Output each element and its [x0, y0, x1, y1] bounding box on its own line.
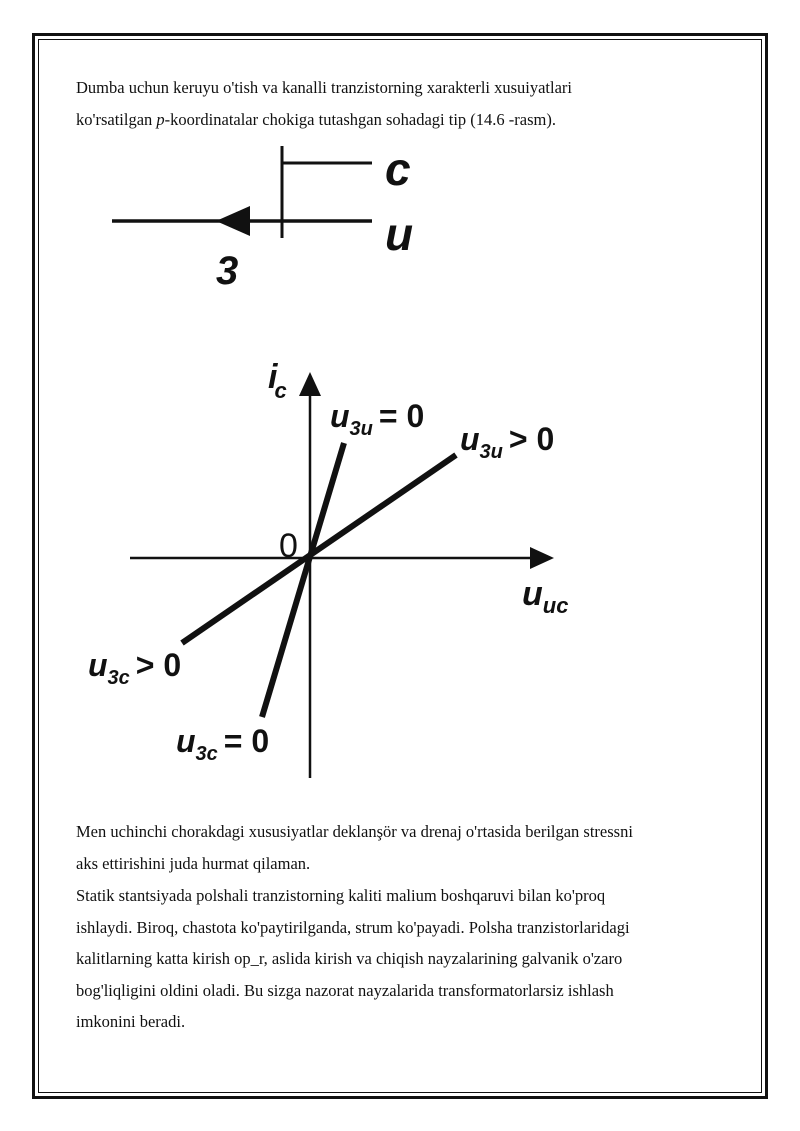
body-paragraph-1: [76, 816, 726, 879]
body-paragraph-2: [76, 880, 726, 1038]
intro-line-2-end: -koordinatalar chokiga tutashgan sohadagi tip (14.6 -rasm).: [164, 109, 556, 129]
label-shallow-lower: $u_{3c} > 0$: [88, 647, 182, 689]
characteristic-line-positive-bias: [182, 455, 456, 643]
intro-line-1: Dumba uchun keruyu o'tish va kanalli tranzistorning xarakterli xusuiyatlari: [76, 78, 573, 97]
body-p3-line-4: bog'liqligini oldini oladi. Bu sizga nazorat nayzalarida transformatorlarsiz ishlash: [76, 980, 614, 1000]
x-axis-arrow-icon: [530, 547, 554, 569]
terminal-label-3: 3: [216, 249, 239, 293]
origin-label: 0: [279, 527, 298, 565]
intro-line-2-start: ko'rsatilgan: [76, 109, 157, 129]
body-p3-line-3: kalitlarning katta kirish op_r, aslida kirish va chiqish nayzalarining galvanik o'zaro: [76, 949, 623, 968]
body-p2-line-1: Men uchinchi chorakdagi xususiyatlar deklanşör va drenaj o'rtasida berilgan stressni: [76, 822, 633, 841]
y-axis-arrow-icon: [299, 372, 321, 396]
terminal-label-u: u: [385, 208, 414, 260]
body-p3-line-5: imkonini beradi.: [76, 1012, 186, 1031]
intro-line-2-italic: p: [156, 109, 165, 129]
y-axis-label: ic: [268, 358, 287, 403]
label-steep-lower: $u_{3c} = 0$: [176, 723, 270, 765]
terminal-label-c: c: [385, 143, 411, 195]
label-shallow-upper: $u_{3u} > 0$: [460, 421, 555, 463]
body-p3-line-1: Statik stantsiyada polshali tranzistorning kaliti malium boshqaruvi bilan ko'proq: [76, 886, 606, 905]
body-p3-line-2: ishlaydi. Biroq, chastota ko'paytirilganda, strum ko'payadi. Polsha tranzistorlaridagi: [76, 917, 630, 937]
body-p2-line-2: aks ettirishini juda hurmat qilaman.: [76, 853, 311, 873]
label-steep-upper: $u_{3u} = 0$: [330, 398, 425, 440]
x-axis-label: $u_{uc}$: [522, 575, 569, 618]
